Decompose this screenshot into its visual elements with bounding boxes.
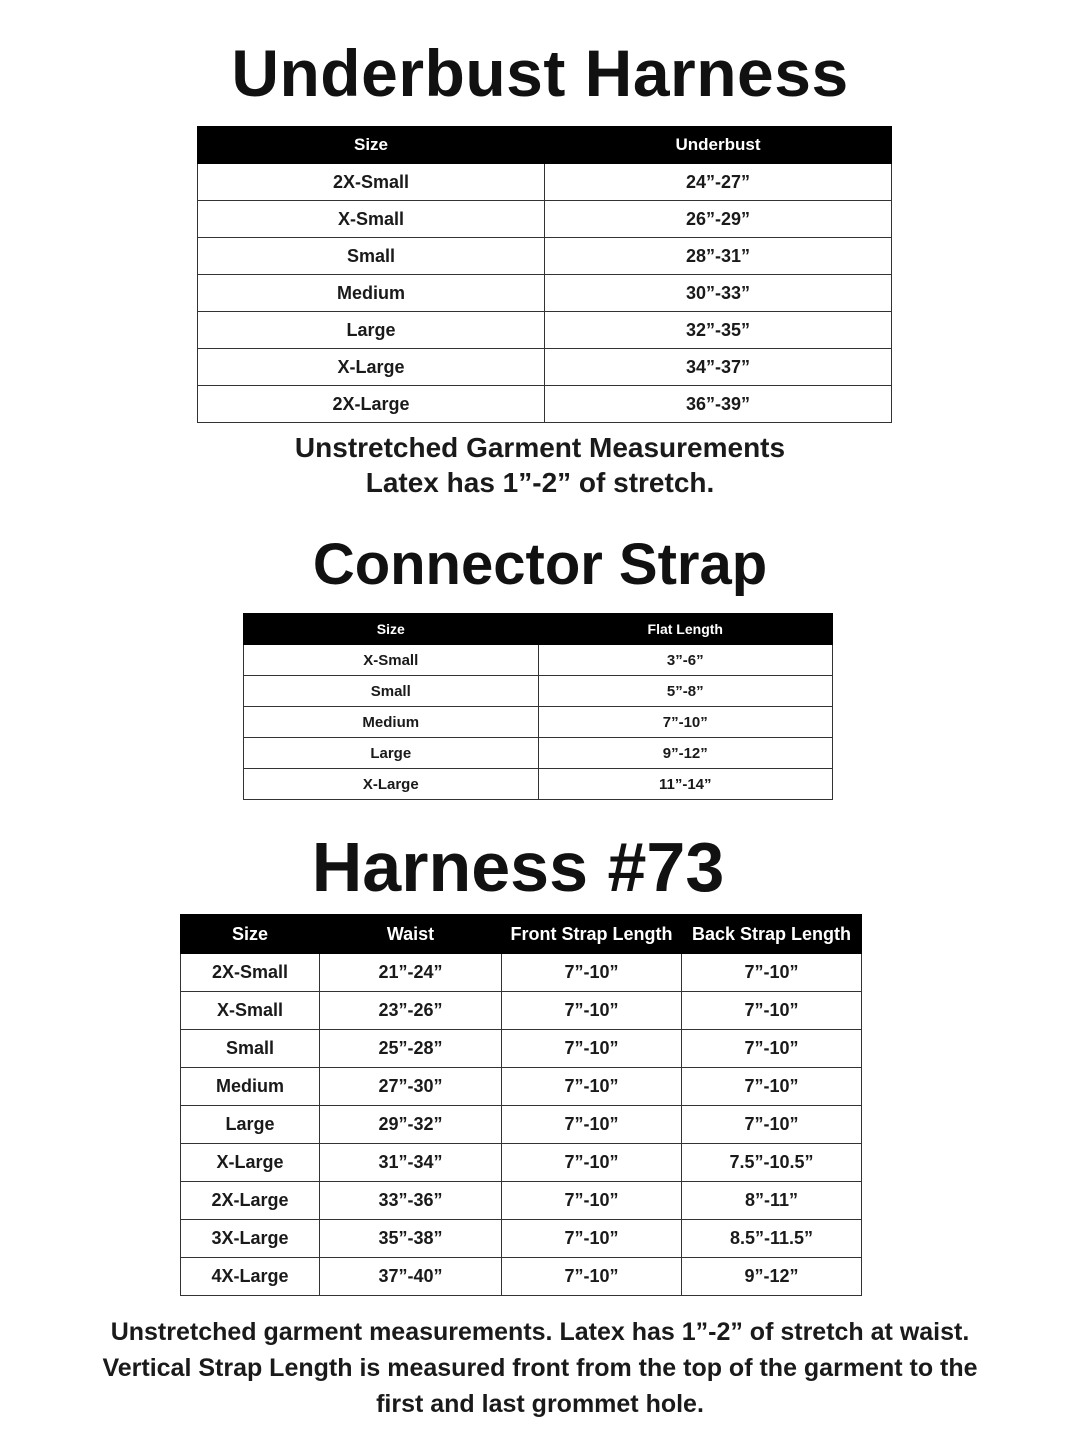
table-cell: 35”-38” — [320, 1220, 502, 1258]
table-row — [181, 954, 862, 992]
harness-73-note-line-2: Vertical Strap Length is measured front from the top of the garment to the — [102, 1354, 978, 1382]
table-cell: 7.5”-10.5” — [682, 1144, 862, 1182]
table-cell: 4X-Large — [181, 1258, 320, 1296]
column-header-size: Size — [198, 127, 545, 164]
table-cell: X-Small — [244, 645, 539, 676]
table-cell: Medium — [198, 275, 545, 312]
harness-73-size-table — [180, 914, 862, 1296]
underbust-size-table — [197, 126, 892, 423]
table-cell: Small — [181, 1030, 320, 1068]
table-row — [198, 312, 892, 349]
table-cell: 7”-10” — [502, 1068, 682, 1106]
table-cell: X-Small — [181, 992, 320, 1030]
column-header-waist: Waist — [320, 915, 502, 954]
table-cell: 2X-Small — [198, 164, 545, 201]
table-cell: 2X-Large — [181, 1182, 320, 1220]
connector-strap-size-table — [243, 613, 833, 800]
table-cell: 5”-8” — [538, 676, 833, 707]
table-cell: 28”-31” — [545, 238, 892, 275]
table-row — [181, 992, 862, 1030]
table-cell: 30”-33” — [545, 275, 892, 312]
underbust-note-line-1: Unstretched Garment Measurements — [294, 432, 786, 463]
table-cell: Large — [244, 738, 539, 769]
table-cell: 7”-10” — [502, 1182, 682, 1220]
harness-73-note — [0, 1314, 1080, 1422]
table-cell: 2X-Small — [181, 954, 320, 992]
table-cell: X-Large — [244, 769, 539, 800]
table-cell: 3”-6” — [538, 645, 833, 676]
table-cell: 7”-10” — [538, 707, 833, 738]
table-cell: 29”-32” — [320, 1106, 502, 1144]
table-cell: 7”-10” — [682, 1106, 862, 1144]
table-cell: 26”-29” — [545, 201, 892, 238]
harness-73-note-line-1: Unstretched garment measurements. Latex has 1”-2” of stretch at waist. — [110, 1318, 970, 1346]
column-header-flat-length: Flat Length — [538, 614, 833, 645]
table-cell: 7”-10” — [502, 992, 682, 1030]
table-cell: X-Large — [198, 349, 545, 386]
table-row — [198, 238, 892, 275]
table-cell: 32”-35” — [545, 312, 892, 349]
table-cell: 8”-11” — [682, 1182, 862, 1220]
table-cell: 7”-10” — [502, 954, 682, 992]
underbust-note — [0, 430, 1080, 500]
table-row — [181, 1106, 862, 1144]
table-cell: Large — [181, 1106, 320, 1144]
table-cell: 9”-12” — [682, 1258, 862, 1296]
table-cell: 7”-10” — [502, 1106, 682, 1144]
table-row — [244, 676, 833, 707]
table-cell: 7”-10” — [502, 1030, 682, 1068]
table-cell: 7”-10” — [682, 1068, 862, 1106]
table-cell: 7”-10” — [682, 954, 862, 992]
table-row — [181, 1030, 862, 1068]
table-cell: 25”-28” — [320, 1030, 502, 1068]
table-row — [181, 1220, 862, 1258]
table-row — [181, 1068, 862, 1106]
table-cell: 7”-10” — [502, 1258, 682, 1296]
table-row — [181, 1258, 862, 1296]
table-header-row — [244, 614, 833, 645]
harness-73-title: Harness #73 — [311, 828, 725, 906]
harness-73-note-line-3: first and last grommet hole. — [376, 1390, 704, 1418]
table-cell: 7”-10” — [502, 1220, 682, 1258]
table-cell: X-Small — [198, 201, 545, 238]
table-cell: 9”-12” — [538, 738, 833, 769]
table-cell: 37”-40” — [320, 1258, 502, 1296]
table-cell: 23”-26” — [320, 992, 502, 1030]
table-cell: 24”-27” — [545, 164, 892, 201]
table-row — [198, 386, 892, 423]
table-cell: 7”-10” — [682, 1030, 862, 1068]
table-row — [244, 645, 833, 676]
table-cell: 2X-Large — [198, 386, 545, 423]
table-cell: 27”-30” — [320, 1068, 502, 1106]
table-row — [244, 738, 833, 769]
table-header-row — [181, 915, 862, 954]
underbust-harness-title: Underbust Harness — [231, 36, 849, 110]
table-row — [181, 1182, 862, 1220]
underbust-note-line-2: Latex has 1”-2” of stretch. — [365, 467, 715, 498]
table-row — [244, 707, 833, 738]
table-cell: 21”-24” — [320, 954, 502, 992]
table-row — [198, 275, 892, 312]
table-row — [198, 349, 892, 386]
table-cell: Medium — [181, 1068, 320, 1106]
table-cell: 34”-37” — [545, 349, 892, 386]
connector-strap-title: Connector Strap — [312, 532, 768, 597]
table-cell: 11”-14” — [538, 769, 833, 800]
table-cell: 36”-39” — [545, 386, 892, 423]
table-cell: 31”-34” — [320, 1144, 502, 1182]
column-header-underbust: Underbust — [545, 127, 892, 164]
table-cell: Small — [244, 676, 539, 707]
table-row — [198, 164, 892, 201]
table-row — [181, 1144, 862, 1182]
table-cell: 3X-Large — [181, 1220, 320, 1258]
column-header-back-strap-length: Back Strap Length — [682, 915, 862, 954]
table-header-row — [198, 127, 892, 164]
table-cell: Large — [198, 312, 545, 349]
table-cell: 8.5”-11.5” — [682, 1220, 862, 1258]
column-header-size: Size — [181, 915, 320, 954]
column-header-front-strap-length: Front Strap Length — [502, 915, 682, 954]
table-row — [198, 201, 892, 238]
table-cell: 33”-36” — [320, 1182, 502, 1220]
table-cell: X-Large — [181, 1144, 320, 1182]
table-cell: 7”-10” — [682, 992, 862, 1030]
table-row — [244, 769, 833, 800]
table-cell: 7”-10” — [502, 1144, 682, 1182]
table-cell: Medium — [244, 707, 539, 738]
table-cell: Small — [198, 238, 545, 275]
column-header-size: Size — [244, 614, 539, 645]
